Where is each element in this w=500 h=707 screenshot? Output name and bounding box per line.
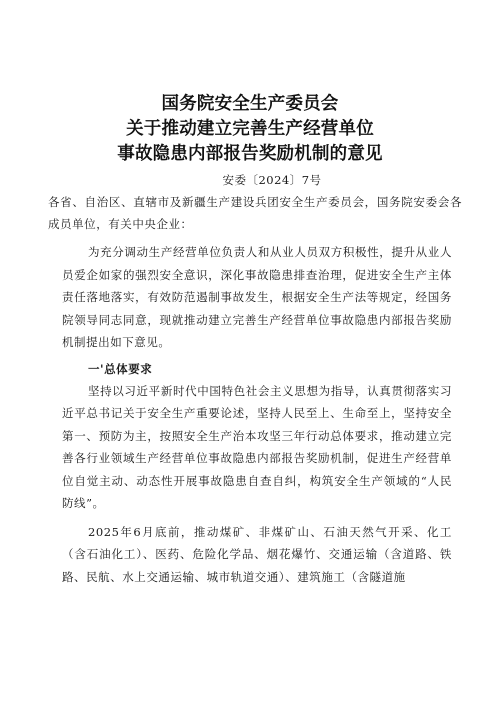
addressee: 各省、自治区、直辖市及新疆生产建设兵团安全生产委员会，国务院安委会各成员单位，有关中央企业： <box>48 195 462 231</box>
title-line-3: 事故隐患内部报告奖励机制的意见 <box>117 144 383 164</box>
title-line-1: 国务院安全生产委员会 <box>161 94 339 114</box>
document-number: 安委〔2024〕7号 <box>222 173 322 187</box>
section-heading-general-requirements: 一'总体要求 <box>88 361 153 376</box>
title-line-2: 关于推动建立完善生产经营单位 <box>126 119 374 139</box>
document-title <box>48 92 452 167</box>
intro-paragraph: 为充分调动生产经营单位负责人和从业人员双方积极性，提升从业人员爱企如家的强烈安全意识，深化事故隐患排查治理，促进安全生产主体责任落地落实，有效防范遏制事故发生，根据安全生产法等规定，经国务院领导同志同意，现就推动建立完善生产经营单位事故隐患内部报告奖励机制提出如下意见。 <box>62 245 452 349</box>
section-1-paragraph-2: 2025年6月底前，推动煤矿、非煤矿山、石油天然气开采、化工（含石油化工）、医药、危险化学品、烟花爆竹、交通运输（含道路、铁路、民航、水上交通运输、城市轨道交通）、建筑施工（含隧道施 <box>62 524 452 584</box>
section-1-paragraph: 坚持以习近平新时代中国特色社会主义思想为指导，认真贯彻落实习近平总书记关于安全生产重要论述，坚持人民至上、生命至上，坚持安全第一、预防为主，按照安全生产治本攻坚三年行动总体要求，推动建立完善各行业领域生产经营单位事故隐患内部报告奖励机制，促进生产经营单位自觉主动、动态性开展事故隐患自查自纠，构筑安全生产领域的“人民防线”。 <box>62 383 452 510</box>
